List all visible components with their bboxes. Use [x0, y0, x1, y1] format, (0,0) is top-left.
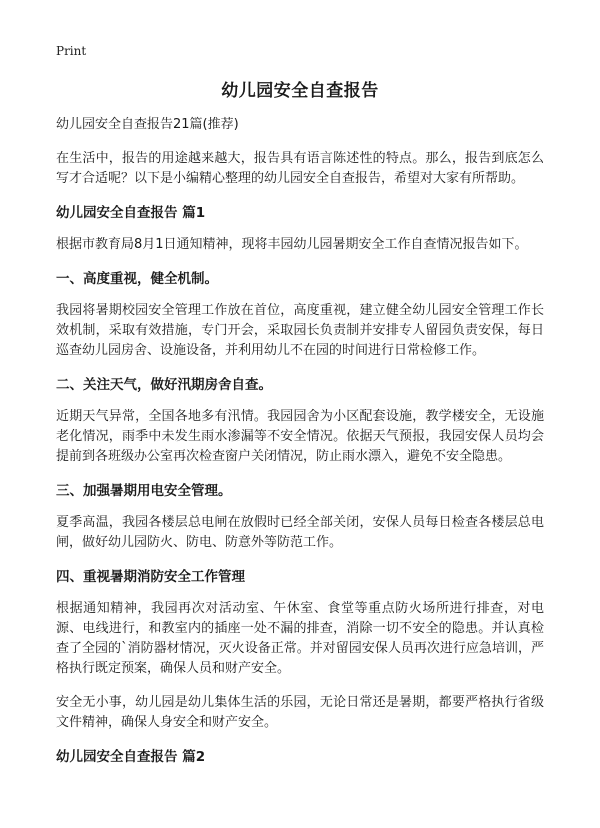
section-paragraph-4: 根据通知精神，我园再次对活动室、午休室、食堂等重点防火场所进行排查，对电源、电线进行，和教室内的插座一处不漏的排查，消除一切不安全的隐患。并认真检查了全园的`消防器材情况，灭火设备正常。并对留园安保人员再次进行应急培训，严格执行既定预案，确保人员和财产安全。 [56, 601, 544, 676]
document-title: 幼儿园安全自查报告 [221, 81, 379, 101]
section-heading-1: 一、高度重视，健全机制。 [56, 271, 218, 287]
section-heading-3: 三、加强暑期用电安全管理。 [56, 483, 232, 499]
document-subtitle: 幼儿园安全自查报告21篇(推荐) [56, 117, 239, 132]
part1-heading: 幼儿园安全自查报告 篇1 [56, 205, 206, 221]
print-label[interactable]: Print [56, 44, 87, 58]
section-paragraph-3: 夏季高温，我园各楼层总电闸在放假时已经全部关闭，安保人员每日检查各楼层总电闸，做好幼儿园防火、防电、防意外等防范工作。 [56, 515, 544, 550]
section-heading-2: 二、关注天气，做好汛期房舍自查。 [56, 377, 272, 393]
part2-heading: 幼儿园安全自查报告 篇2 [56, 749, 206, 765]
intro-paragraph: 在生活中，报告的用途越来越大，报告具有语言陈述性的特点。那么，报告到底怎么写才合适呢？以下是小编精心整理的幼儿园安全自查报告，希望对大家有所帮助。 [56, 151, 544, 186]
closing-paragraph: 安全无小事，幼儿园是幼儿集体生活的乐园，无论日常还是暑期，都要严格执行省级文件精神，确保人身安全和财产安全。 [56, 695, 544, 730]
part1-intro-paragraph: 根据市教育局8月1日通知精神，现将丰园幼儿园暑期安全工作自查情况报告如下。 [56, 237, 528, 252]
section-paragraph-2: 近期天气异常，全国各地多有汛情。我园园舍为小区配套设施，教学楼安全，无设施老化情况，雨季中未发生雨水渗漏等不安全情况。依据天气预报，我园安保人员均会提前到各班级办公室再次检查窗户关闭情况，防止雨水漂入，避免不安全隐患。 [56, 409, 544, 464]
section-heading-4: 四、重视暑期消防安全工作管理 [56, 569, 245, 585]
section-paragraph-1: 我园将暑期校园安全管理工作放在首位，高度重视，建立健全幼儿园安全管理工作长效机制，采取有效措施，专门开会，采取园长负责制并安排专人留园负责安保，每日巡查幼儿园房舍、设施设备，并利用幼儿不在园的时间进行日常检修工作。 [56, 303, 544, 358]
